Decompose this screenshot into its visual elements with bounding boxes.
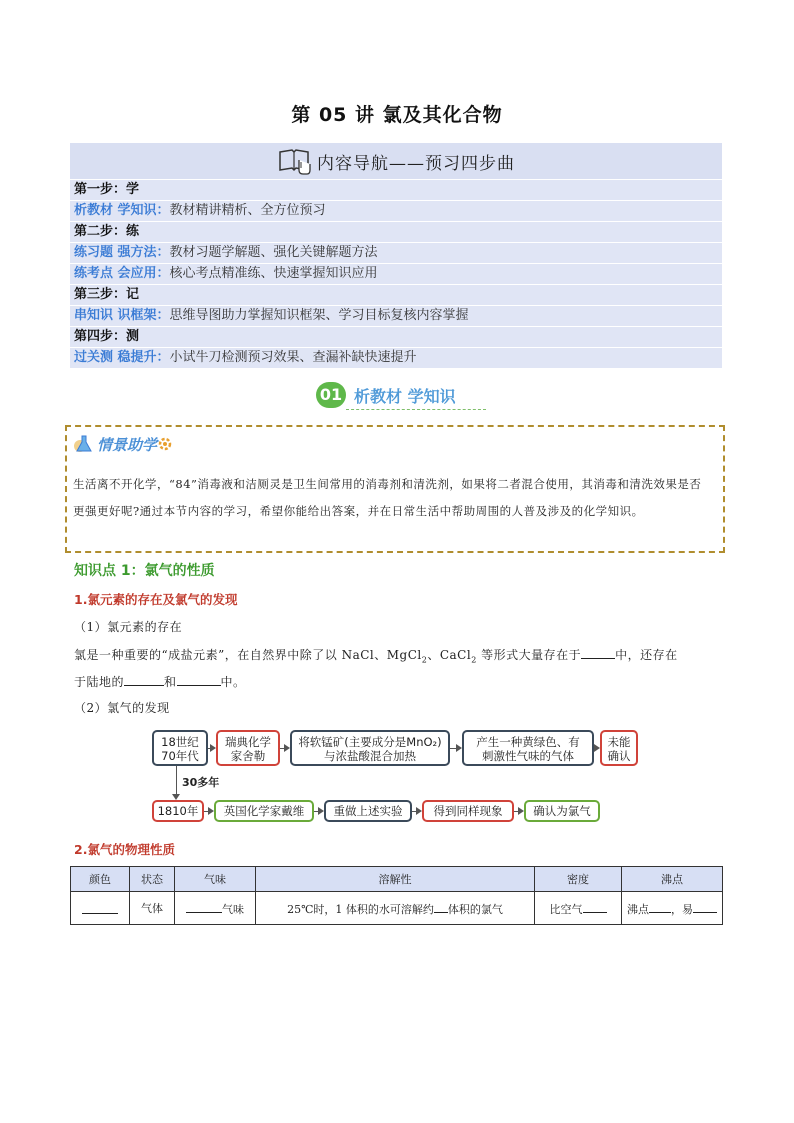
flow-node-conclusion-1: 未能 确认 — [600, 730, 638, 766]
subscript: 2 — [421, 655, 428, 665]
text-segment: 比空气 — [549, 903, 583, 916]
gear-icon — [157, 436, 173, 452]
cell-boiling-point — [622, 892, 723, 925]
section-number: 01 — [316, 382, 346, 408]
scene-text: 生活离不开化学，“84”消毒液和洁厕灵是卫生间常用的消毒剂和清洗剂，如果将二者混合使用，其消毒和清洗效果是否更强更好呢?通过本节内容的学习，希望你能给出答案，并在日常生活中帮助周围的人普及涉及的化学知识。 — [73, 477, 702, 518]
section-underline — [346, 409, 486, 410]
section-badge — [316, 382, 456, 408]
nav-item-label: 练考点 会应用： — [74, 266, 170, 281]
text-segment: 于陆地的 — [74, 675, 125, 689]
nav-item-desc: 思维导图助力掌握知识框架、学习目标复核内容掌握 — [169, 308, 469, 323]
nav-item-label: 过关测 稳提升： — [74, 350, 170, 365]
nav-item — [70, 264, 722, 285]
fill-blank[interactable] — [186, 899, 222, 913]
flow-arrow — [594, 748, 598, 749]
text-segment: 氯是一种重要的“成盐元素”，在自然界中除了以 NaCl、MgCl — [74, 648, 422, 662]
fill-blank[interactable] — [693, 899, 717, 913]
text-segment: ，易 — [671, 903, 693, 916]
flow-node-result-1: 产生一种黄绿色、有 刺激性气味的气体 — [462, 730, 594, 766]
text-segment: 等形式大量存在于 — [476, 648, 582, 662]
section-title: 析教材 学知识 — [354, 386, 456, 406]
flow-arrow — [514, 811, 522, 812]
nav-header — [70, 143, 722, 180]
flow-node-conclusion-2: 确认为氯气 — [524, 800, 600, 822]
table-header: 沸点 — [622, 867, 723, 892]
table-header: 溶解性 — [256, 867, 535, 892]
nav-item — [70, 306, 722, 327]
nav-item — [70, 201, 722, 222]
discovery-flowchart — [150, 728, 640, 828]
book-hand-icon — [277, 146, 311, 176]
flow-node-scientist-1: 瑞典化学 家舍勒 — [216, 730, 280, 766]
fill-blank[interactable] — [434, 899, 448, 913]
physical-properties-table — [70, 866, 723, 925]
table-header: 状态 — [130, 867, 175, 892]
scene-tag-text: 情景助学 — [97, 435, 158, 454]
para-existence-label: （1）氯元素的存在 — [74, 620, 183, 634]
table-header-row — [71, 867, 723, 892]
table-header: 颜色 — [71, 867, 130, 892]
text-segment: 25℃时，1 体积的水可溶解约 — [287, 903, 434, 916]
nav-step: 第三步：记 — [70, 285, 722, 306]
knowledge-point-title: 知识点 1：氯气的性质 — [74, 563, 215, 579]
nav-item-desc: 教材精讲精析、全方位预习 — [169, 203, 326, 218]
fill-blank[interactable] — [82, 900, 118, 914]
flow-arrow — [314, 811, 322, 812]
text-segment: 体积的氯气 — [447, 903, 503, 916]
page-title: 第 05 讲 氯及其化合物 — [291, 104, 503, 126]
cell-density — [535, 892, 622, 925]
cell-solubility — [256, 892, 535, 925]
subscript: 2 — [471, 655, 477, 665]
flask-icon — [73, 433, 95, 455]
para-existence-line2 — [74, 672, 246, 690]
fill-blank[interactable] — [581, 645, 615, 659]
nav-item-desc: 小试牛刀检测预习效果、查漏补缺快速提升 — [169, 350, 417, 365]
text-segment: 中，还存在 — [615, 648, 678, 662]
scene-box — [65, 425, 725, 553]
text-segment: 沸点 — [627, 903, 649, 916]
nav-item-desc: 教材习题学解题、强化关键解题方法 — [169, 245, 378, 260]
nav-step: 第四步：测 — [70, 327, 722, 348]
cell-color — [71, 892, 130, 925]
flow-gap-label: 30多年 — [182, 776, 220, 789]
flow-node-scientist-2: 英国化学家戴维 — [214, 800, 314, 822]
flow-node-time-1: 18世纪 70年代 — [152, 730, 208, 766]
fill-blank[interactable] — [177, 672, 221, 686]
nav-item-label: 析教材 学知识： — [74, 203, 170, 218]
nav-item — [70, 348, 722, 369]
subsection-2-title: 2.氯气的物理性质 — [74, 842, 175, 857]
fill-blank[interactable] — [583, 899, 607, 913]
content-nav — [70, 143, 722, 369]
table-row — [71, 892, 723, 925]
flow-node-time-2: 1810年 — [152, 800, 204, 822]
nav-step: 第一步：学 — [70, 180, 722, 201]
flow-arrow — [280, 748, 288, 749]
flow-arrow — [412, 811, 420, 812]
text-segment: 气味 — [222, 903, 244, 916]
nav-rows — [70, 180, 722, 369]
flow-arrow — [208, 748, 214, 749]
nav-header-text: 内容导航——预习四步曲 — [317, 153, 515, 174]
nav-item-desc: 核心考点精准练、快速掌握知识应用 — [169, 266, 378, 281]
text-segment: 和 — [164, 675, 177, 689]
flow-node-experiment-2: 重做上述实验 — [324, 800, 412, 822]
text-segment: 、CaCl — [427, 648, 472, 662]
flow-node-experiment-1: 将软锰矿(主要成分是MnO₂) 与浓盐酸混合加热 — [290, 730, 450, 766]
subsection-1-title: 1.氯元素的存在及氯气的发现 — [74, 592, 238, 607]
nav-item-label: 串知识 识框架： — [74, 308, 170, 323]
para-discovery-label: （2）氯气的发现 — [74, 701, 170, 715]
text-segment: 中。 — [220, 675, 246, 689]
fill-blank[interactable] — [124, 672, 164, 686]
nav-step: 第二步：练 — [70, 222, 722, 243]
flow-arrow — [204, 811, 212, 812]
cell-state: 气体 — [130, 892, 175, 925]
table-header: 气味 — [175, 867, 256, 892]
fill-blank[interactable] — [649, 899, 671, 913]
cell-smell — [175, 892, 256, 925]
para-existence-line1 — [74, 645, 678, 664]
flow-arrow — [450, 748, 460, 749]
nav-item-label: 练习题 强方法： — [74, 245, 170, 260]
nav-item — [70, 243, 722, 264]
table-header: 密度 — [535, 867, 622, 892]
scene-tag — [73, 433, 173, 455]
flow-node-result-2: 得到同样现象 — [422, 800, 514, 822]
